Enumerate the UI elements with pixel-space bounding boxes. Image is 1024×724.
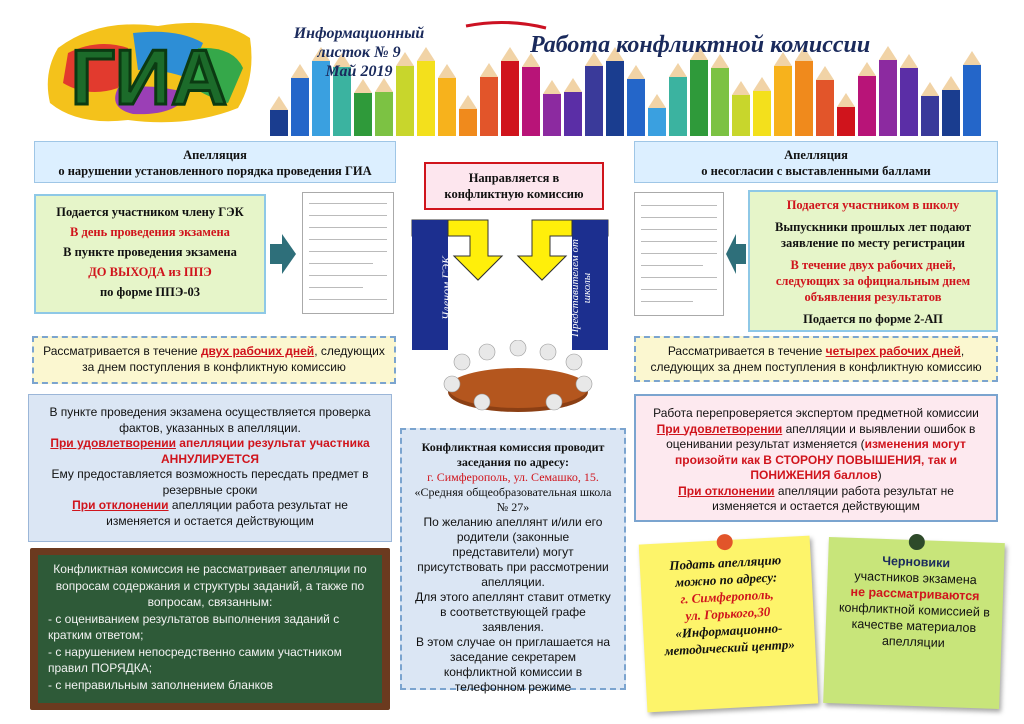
- pencil-tip: [942, 76, 960, 90]
- pencil-tip: [753, 77, 771, 91]
- pushpin-icon: [909, 534, 926, 551]
- chalkboard-item: - с неправильным заполнением бланков: [48, 677, 274, 692]
- pencil: [522, 67, 540, 136]
- pencil-tip: [627, 65, 645, 79]
- gek-member-label: Членом ГЭК: [439, 256, 453, 320]
- right-result-box: Работа перепроверяется экспертом предметной комиссии При удовлетворении апелляции и выявлении ошибок в оценивании результат изменяется (изменения могут произойти как В СТОРОНУ ПОВЫШЕНИЯ, так и ПОНИЖЕНИЯ баллов) При отклонении апелляции работа результат не изменяется и остается действующим: [634, 394, 998, 522]
- pencil: [711, 68, 729, 136]
- pencil: [942, 90, 960, 136]
- pushpin-icon: [716, 534, 733, 551]
- left-submission-card: Подается участником члену ГЭК В день проведения экзамена В пункте проведения экзамена ДО ВЫХОДА из ППЭ по форме ППЭ-03: [34, 194, 266, 314]
- directed-to-commission: Направляется в конфликтную комиссию: [424, 162, 604, 210]
- chalkboard-item: - с оцениванием результатов выполнения заданий с кратким ответом;: [48, 611, 340, 642]
- left-result-box: В пункте проведения экзамена осуществляется проверка фактов, указанных в апелляции. При удовлетворении апелляции результат участника АННУЛИРУЕТСЯ Ему предоставляется возможность пересдать предмет в резервные сроки При отклонении апелляции работа результат не изменяется и остается действующим: [28, 394, 392, 542]
- pencil-tip: [459, 95, 477, 109]
- page-title: Работа конфликтной комиссии: [530, 32, 871, 58]
- pencil: [795, 61, 813, 136]
- pencil: [816, 80, 834, 136]
- pencil: [501, 61, 519, 136]
- sticky-note-address: Подать апелляцию можно по адресу: г. Симферополь, ул. Горького,30 «Информационно-методический центр»: [639, 536, 819, 713]
- left-appeal-heading: Апелляция о нарушении установленного порядка проведения ГИА: [34, 141, 396, 183]
- pencil-tip: [921, 82, 939, 96]
- arrow-right-icon: [270, 234, 296, 274]
- pencil-tip: [480, 63, 498, 77]
- pencil-tip: [543, 80, 561, 94]
- leaflet-line1: Информационный: [293, 25, 425, 42]
- right-submission-card: Подается участником в школу Выпускники прошлых лет подают заявление по месту регистрации В течение двух рабочих дней, следующих за официальным днем объявления результатов Подается по форме 2-АП: [748, 190, 998, 332]
- pencil-tip: [270, 96, 288, 110]
- pencil: [648, 108, 666, 136]
- pencil: [669, 77, 687, 136]
- pencil-tip: [669, 63, 687, 77]
- pencil-tip: [501, 47, 519, 61]
- right-review-period: Рассматривается в течение четырех рабочих дней, следующих за днем поступления в конфликтную комиссию: [634, 336, 998, 382]
- chalkboard-intro: Конфликтная комиссия не рассматривает апелляции по вопросам содержания и структуры заданий, а также по вопросам, связанным:: [53, 562, 367, 609]
- form-2ap-image: [634, 192, 724, 316]
- pencil-tip: [732, 81, 750, 95]
- gia-logo: [38, 8, 260, 136]
- pencil: [354, 93, 372, 136]
- chalkboard-item: - с нарушением непосредственно самим участником правил ПОРЯДКА;: [48, 644, 342, 675]
- arrow-left-icon: [726, 234, 746, 274]
- pencil: [858, 76, 876, 136]
- pencil: [963, 65, 981, 136]
- meeting-info-box: Конфликтная комиссия проводит заседания по адресу: г. Симферополь, ул. Семашко, 15. «Средняя общеобразовательная школа № 27» По желанию апеллянт и/или его родители (законные представители) могут присутствовать при рассмотрении апелляции. Для этого апеллянт ставит отметку в соответствующей графе заявления. В этом случае он приглашается на заседание секретарем конфликтной комиссии в телефонном режиме: [400, 428, 626, 690]
- pencil-tip: [648, 94, 666, 108]
- pencil: [732, 95, 750, 136]
- logo-text: ГИА: [70, 33, 228, 121]
- form-ppe03-image: [302, 192, 394, 314]
- pencil: [459, 109, 477, 136]
- pencil-tip: [858, 62, 876, 76]
- pencil-tip: [837, 93, 855, 107]
- pencil: [690, 60, 708, 136]
- left-review-period: Рассматривается в течение двух рабочих дней, следующих за днем поступления в конфликтную комиссию: [32, 336, 396, 384]
- school-rep-label: Представителем от школы: [569, 239, 593, 337]
- pencil: [438, 78, 456, 136]
- pencil: [480, 77, 498, 136]
- pencil: [543, 94, 561, 136]
- pencil: [879, 60, 897, 136]
- pencil: [753, 91, 771, 136]
- leaflet-line2: листок № 9: [317, 44, 401, 61]
- pencil: [921, 96, 939, 136]
- leaflet-info: [268, 24, 450, 81]
- pencil-tip: [816, 66, 834, 80]
- pencil: [375, 92, 393, 136]
- pencil: [291, 78, 309, 136]
- pencil: [564, 92, 582, 136]
- chalkboard: [30, 548, 390, 710]
- pencil: [774, 66, 792, 136]
- pencil: [606, 61, 624, 136]
- right-appeal-heading: Апелляция о несогласии с выставленными баллами: [634, 141, 998, 183]
- pencil: [837, 107, 855, 136]
- leaflet-line3: Май 2019: [325, 63, 393, 80]
- sticky-note-drafts: Черновики участников экзамена не рассматриваются конфликтной комиссией в качестве материалов апелляции: [823, 537, 1005, 709]
- pencil-tip: [564, 78, 582, 92]
- pencil-tip: [354, 79, 372, 93]
- pencil: [627, 79, 645, 136]
- pencil: [270, 110, 288, 136]
- meeting-table-illustration: [432, 340, 602, 420]
- pencil: [585, 66, 603, 136]
- pencil: [900, 68, 918, 136]
